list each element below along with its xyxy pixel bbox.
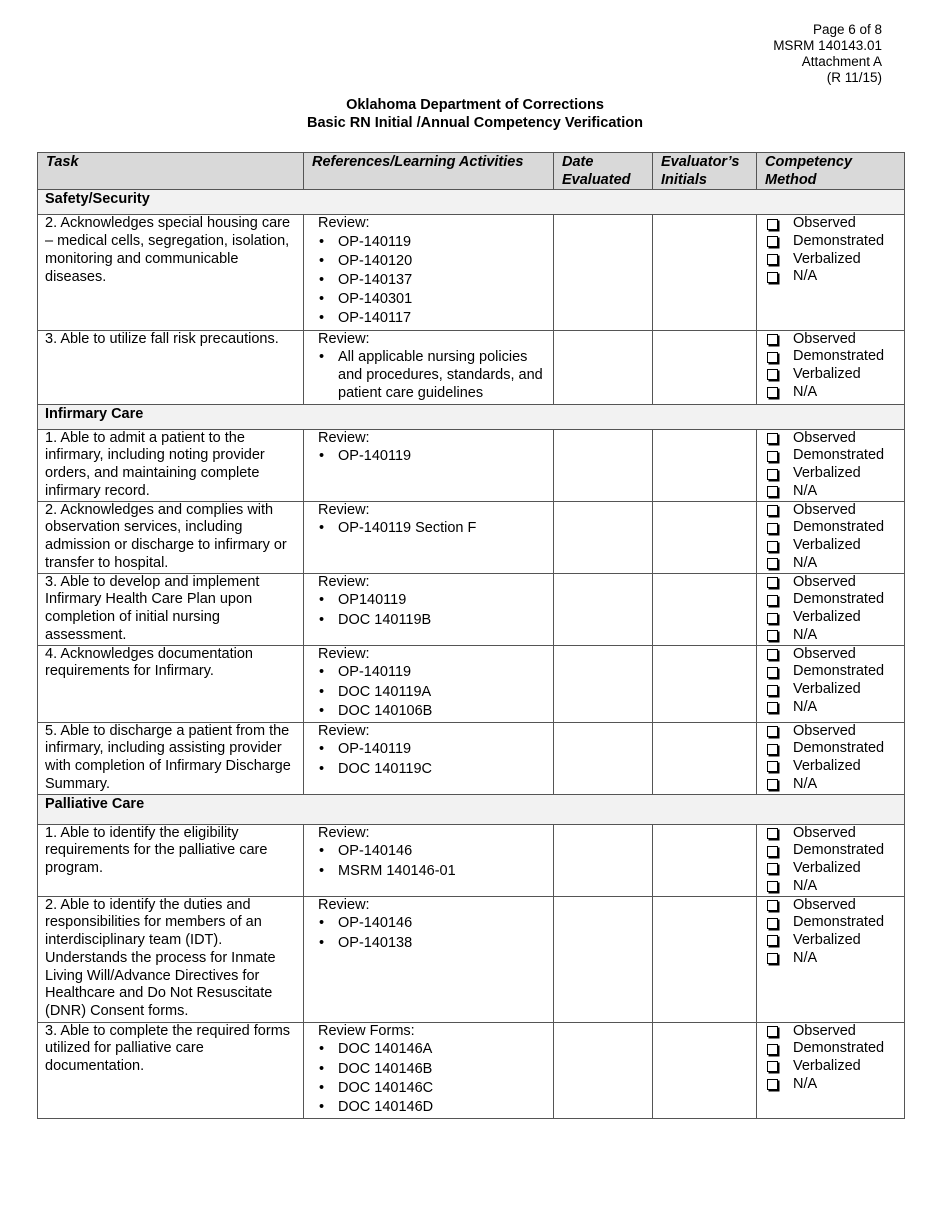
checkbox-icon[interactable] — [767, 595, 778, 606]
reference-item: • OP-140119 Section F — [318, 520, 545, 538]
section-row — [38, 794, 905, 824]
checkbox-icon[interactable] — [767, 577, 778, 588]
checkbox-label: Observed — [793, 645, 856, 662]
reference-item: • OP-140301 — [318, 291, 545, 309]
checkbox-demonstrated[interactable] — [766, 740, 896, 758]
checkbox-icon[interactable] — [767, 935, 778, 946]
competency-method-cell — [757, 330, 905, 404]
evaluator-initials-field[interactable] — [653, 1022, 757, 1118]
checkbox-icon[interactable] — [767, 451, 778, 462]
checkbox-verbalized[interactable] — [766, 681, 896, 699]
competency-method-options — [766, 825, 896, 896]
competency-method-options — [766, 723, 896, 794]
checkbox-icon[interactable] — [767, 352, 778, 363]
checkbox-label: N/A — [793, 383, 818, 400]
reference-item: • DOC 140119C — [318, 761, 545, 779]
checkbox-verbalized[interactable] — [766, 932, 896, 950]
checkbox-icon[interactable] — [767, 726, 778, 737]
table-row — [38, 896, 905, 1022]
competency-method-cell — [757, 429, 905, 501]
checkbox-icon[interactable] — [767, 863, 778, 874]
checkbox-label: N/A — [793, 554, 818, 571]
section-row — [38, 190, 905, 215]
reference-item: • DOC 140119A — [318, 684, 545, 702]
checkbox-label: Verbalized — [793, 1058, 861, 1075]
table-row — [38, 501, 905, 573]
agency-title: Oklahoma Department of Corrections — [346, 97, 604, 113]
reference-item: • OP-140119 — [318, 664, 545, 682]
table-row — [38, 1022, 905, 1118]
reference-list — [318, 592, 545, 629]
task-description: 3. Able to complete the required forms utilized for palliative care documentation. — [38, 1022, 304, 1118]
reference-heading: Review: — [318, 896, 370, 913]
references-cell — [304, 330, 554, 404]
checkbox-label: Demonstrated — [793, 1040, 885, 1057]
checkbox-not-applicable[interactable] — [766, 878, 896, 896]
reference-item: • DOC 140146A — [318, 1041, 545, 1059]
reference-list — [318, 349, 545, 402]
reference-list — [318, 1041, 545, 1116]
reference-list — [318, 843, 545, 880]
checkbox-observed[interactable] — [766, 646, 896, 664]
column-header-task: Task — [38, 153, 304, 190]
checkbox-label: Observed — [793, 824, 856, 841]
checkbox-label: Demonstrated — [793, 663, 885, 680]
checkbox-not-applicable[interactable] — [766, 950, 896, 968]
evaluator-initials-field[interactable] — [653, 722, 757, 794]
reference-heading: Review: — [318, 722, 370, 739]
column-header-date-evaluated: Date Evaluated — [554, 153, 653, 190]
checkbox-not-applicable[interactable] — [766, 699, 896, 717]
references-cell — [304, 215, 554, 330]
date-evaluated-field[interactable] — [554, 722, 653, 794]
reference-item: • DOC 140146B — [318, 1061, 545, 1079]
evaluator-initials-field[interactable] — [653, 824, 757, 896]
competency-method-options — [766, 502, 896, 573]
checkbox-demonstrated[interactable] — [766, 591, 896, 609]
reference-item: • DOC 140146D — [318, 1099, 545, 1117]
checkbox-demonstrated[interactable] — [766, 348, 896, 366]
reference-item: • OP-140146 — [318, 843, 545, 861]
page-number: Page 6 of 8 — [812, 22, 882, 37]
checkbox-icon[interactable] — [767, 1044, 778, 1055]
reference-item: • OP-140137 — [318, 272, 545, 290]
attachment-label: Attachment A — [801, 54, 882, 69]
form-title: Basic RN Initial /Annual Competency Verification — [307, 115, 643, 131]
competency-method-cell — [757, 722, 905, 794]
checkbox-observed[interactable] — [766, 574, 896, 592]
checkbox-not-applicable[interactable] — [766, 627, 896, 645]
table-row — [38, 429, 905, 501]
checkbox-label: N/A — [793, 482, 818, 499]
checkbox-observed[interactable] — [766, 430, 896, 448]
competency-method-options — [766, 646, 896, 717]
reference-item: • OP-140138 — [318, 935, 545, 953]
competency-method-cell — [757, 1022, 905, 1118]
checkbox-label: Demonstrated — [793, 233, 885, 250]
checkbox-label: Verbalized — [793, 365, 861, 382]
checkbox-icon[interactable] — [767, 953, 778, 964]
references-cell — [304, 429, 554, 501]
table-row — [38, 215, 905, 330]
section-row — [38, 404, 905, 429]
task-description: 1. Able to admit a patient to the infirmary, including noting provider orders, and maintaining complete infirmary record. — [38, 429, 304, 501]
checkbox-icon[interactable] — [767, 486, 778, 497]
column-header-competency-method: Competency Method — [757, 153, 905, 190]
checkbox-icon[interactable] — [767, 846, 778, 857]
checkbox-observed[interactable] — [766, 331, 896, 349]
references-cell — [304, 573, 554, 645]
competency-method-options — [766, 331, 896, 402]
reference-item: • OP-140119 — [318, 234, 545, 252]
checkbox-icon[interactable] — [767, 272, 778, 283]
table-row — [38, 824, 905, 896]
checkbox-demonstrated[interactable] — [766, 519, 896, 537]
checkbox-label: Verbalized — [793, 465, 861, 482]
checkbox-icon[interactable] — [767, 881, 778, 892]
checkbox-icon[interactable] — [767, 433, 778, 444]
date-evaluated-field[interactable] — [554, 429, 653, 501]
competency-method-cell — [757, 501, 905, 573]
checkbox-label: N/A — [793, 775, 818, 792]
reference-item: • DOC 140146C — [318, 1080, 545, 1098]
checkbox-icon[interactable] — [767, 900, 778, 911]
checkbox-demonstrated[interactable] — [766, 1040, 896, 1058]
checkbox-icon[interactable] — [767, 387, 778, 398]
checkbox-icon[interactable] — [767, 254, 778, 265]
reference-item: • OP-140119 — [318, 448, 545, 466]
checkbox-icon[interactable] — [767, 649, 778, 660]
reference-list — [318, 915, 545, 952]
checkbox-verbalized[interactable] — [766, 537, 896, 555]
competency-method-options — [766, 897, 896, 968]
reference-item: • DOC 140106B — [318, 703, 545, 721]
checkbox-label: Verbalized — [793, 681, 861, 698]
date-evaluated-field[interactable] — [554, 824, 653, 896]
competency-table — [37, 152, 905, 1119]
checkbox-icon[interactable] — [767, 469, 778, 480]
checkbox-icon[interactable] — [767, 702, 778, 713]
checkbox-icon[interactable] — [767, 523, 778, 534]
references-cell — [304, 722, 554, 794]
reference-list — [318, 741, 545, 778]
document-number: MSRM 140143.01 — [773, 38, 882, 53]
competency-method-cell — [757, 645, 905, 722]
reference-heading: Review: — [318, 824, 370, 841]
table-row — [38, 645, 905, 722]
table-row — [38, 330, 905, 404]
date-evaluated-field[interactable] — [554, 215, 653, 330]
checkbox-label: Verbalized — [793, 537, 861, 554]
checkbox-label: Verbalized — [793, 860, 861, 877]
task-description: 3. Able to utilize fall risk precautions. — [38, 330, 304, 404]
column-header-evaluator-initials: Evaluator’s Initials — [653, 153, 757, 190]
task-description: 5. Able to discharge a patient from the infirmary, including assisting provider with completion of Infirmary Discharge Summary. — [38, 722, 304, 794]
checkbox-icon[interactable] — [767, 505, 778, 516]
reference-item: • All applicable nursing policies and procedures, standards, and patient care guidelines — [318, 349, 545, 402]
checkbox-icon[interactable] — [767, 334, 778, 345]
checkbox-label: Observed — [793, 722, 856, 739]
checkbox-icon[interactable] — [767, 667, 778, 678]
checkbox-icon[interactable] — [767, 744, 778, 755]
checkbox-label: Verbalized — [793, 932, 861, 949]
checkbox-label: Observed — [793, 330, 856, 347]
reference-list — [318, 520, 545, 538]
checkbox-label: Verbalized — [793, 250, 861, 267]
revision-label: (R 11/15) — [826, 70, 882, 85]
checkbox-icon[interactable] — [767, 1026, 778, 1037]
reference-heading: Review: — [318, 215, 370, 232]
checkbox-label: Observed — [793, 896, 856, 913]
page-header — [773, 22, 882, 86]
evaluator-initials-field[interactable] — [653, 429, 757, 501]
reference-item: • MSRM 140146-01 — [318, 863, 545, 881]
checkbox-label: Demonstrated — [793, 519, 885, 536]
table-body — [38, 190, 905, 1118]
task-description: 4. Acknowledges documentation requirements for Infirmary. — [38, 645, 304, 722]
checkbox-verbalized[interactable] — [766, 366, 896, 384]
reference-list — [318, 664, 545, 720]
checkbox-icon[interactable] — [767, 236, 778, 247]
references-cell — [304, 501, 554, 573]
table-row — [38, 573, 905, 645]
checkbox-icon[interactable] — [767, 558, 778, 569]
checkbox-not-applicable[interactable] — [766, 776, 896, 794]
document-title — [0, 96, 950, 132]
checkbox-icon[interactable] — [767, 219, 778, 230]
references-cell — [304, 1022, 554, 1118]
checkbox-label: Verbalized — [793, 609, 861, 626]
checkbox-label: Observed — [793, 573, 856, 590]
competency-method-options — [766, 574, 896, 645]
reference-list — [318, 234, 545, 328]
evaluator-initials-field[interactable] — [653, 896, 757, 1022]
checkbox-label: Demonstrated — [793, 591, 885, 608]
checkbox-not-applicable[interactable] — [766, 555, 896, 573]
table-header-row — [38, 153, 905, 190]
checkbox-demonstrated[interactable] — [766, 842, 896, 860]
checkbox-icon[interactable] — [767, 630, 778, 641]
evaluator-initials-field[interactable] — [653, 501, 757, 573]
date-evaluated-field[interactable] — [554, 501, 653, 573]
reference-item: • OP-140146 — [318, 915, 545, 933]
evaluator-initials-field[interactable] — [653, 330, 757, 404]
checkbox-verbalized[interactable] — [766, 251, 896, 269]
reference-item: • OP-140120 — [318, 253, 545, 271]
checkbox-label: Observed — [793, 215, 856, 232]
checkbox-observed[interactable] — [766, 1023, 896, 1041]
competency-method-cell — [757, 573, 905, 645]
task-description: 3. Able to develop and implement Infirmary Health Care Plan upon completion of initial nursing assessment. — [38, 573, 304, 645]
evaluator-initials-field[interactable] — [653, 645, 757, 722]
evaluator-initials-field[interactable] — [653, 573, 757, 645]
reference-list — [318, 448, 545, 466]
section-heading: Palliative Care — [38, 794, 905, 824]
reference-item: • OP-140117 — [318, 310, 545, 328]
references-cell — [304, 645, 554, 722]
checkbox-not-applicable[interactable] — [766, 483, 896, 501]
reference-item: • OP140119 — [318, 592, 545, 610]
checkbox-not-applicable[interactable] — [766, 1076, 896, 1094]
checkbox-label: N/A — [793, 949, 818, 966]
checkbox-verbalized[interactable] — [766, 1058, 896, 1076]
date-evaluated-field[interactable] — [554, 1022, 653, 1118]
checkbox-icon[interactable] — [767, 685, 778, 696]
checkbox-label: Demonstrated — [793, 447, 885, 464]
reference-heading: Review: — [318, 330, 370, 347]
checkbox-icon[interactable] — [767, 541, 778, 552]
competency-method-cell — [757, 824, 905, 896]
reference-item: • OP-140119 — [318, 741, 545, 759]
date-evaluated-field[interactable] — [554, 645, 653, 722]
checkbox-label: Demonstrated — [793, 348, 885, 365]
checkbox-observed[interactable] — [766, 723, 896, 741]
checkbox-icon[interactable] — [767, 779, 778, 790]
checkbox-label: Observed — [793, 501, 856, 518]
date-evaluated-field[interactable] — [554, 573, 653, 645]
competency-method-cell — [757, 896, 905, 1022]
checkbox-icon[interactable] — [767, 369, 778, 380]
reference-heading: Review Forms: — [318, 1022, 415, 1039]
date-evaluated-field[interactable] — [554, 330, 653, 404]
evaluator-initials-field[interactable] — [653, 215, 757, 330]
checkbox-observed[interactable] — [766, 215, 896, 233]
checkbox-observed[interactable] — [766, 897, 896, 915]
task-description: 1. Able to identify the eligibility requirements for the palliative care program. — [38, 824, 304, 896]
checkbox-label: N/A — [793, 877, 818, 894]
checkbox-label: Verbalized — [793, 758, 861, 775]
column-header-references: References/Learning Activities — [304, 153, 554, 190]
references-cell — [304, 896, 554, 1022]
competency-method-cell — [757, 215, 905, 330]
checkbox-demonstrated[interactable] — [766, 914, 896, 932]
checkbox-label: Observed — [793, 429, 856, 446]
checkbox-observed[interactable] — [766, 502, 896, 520]
checkbox-observed[interactable] — [766, 825, 896, 843]
competency-method-options — [766, 1023, 896, 1094]
checkbox-verbalized[interactable] — [766, 860, 896, 878]
checkbox-icon[interactable] — [767, 918, 778, 929]
date-evaluated-field[interactable] — [554, 896, 653, 1022]
checkbox-icon[interactable] — [767, 1079, 778, 1090]
checkbox-label: N/A — [793, 268, 818, 285]
checkbox-icon[interactable] — [767, 828, 778, 839]
task-description: 2. Able to identify the duties and responsibilities for members of an interdisciplinary team (IDT). Understands the process for Inmate Living Will/Advance Directives for Healthcare and Do Not Resuscitate (DNR) Consent forms. — [38, 896, 304, 1022]
section-heading: Safety/Security — [38, 190, 905, 215]
checkbox-label: N/A — [793, 1075, 818, 1092]
task-description: 2. Acknowledges special housing care – medical cells, segregation, isolation, monitoring and communicable diseases. — [38, 215, 304, 330]
checkbox-label: Observed — [793, 1022, 856, 1039]
table-row — [38, 722, 905, 794]
checkbox-label: Demonstrated — [793, 914, 885, 931]
checkbox-label: Demonstrated — [793, 740, 885, 757]
checkbox-demonstrated[interactable] — [766, 447, 896, 465]
checkbox-icon[interactable] — [767, 761, 778, 772]
checkbox-verbalized[interactable] — [766, 609, 896, 627]
reference-heading: Review: — [318, 501, 370, 518]
competency-method-options — [766, 215, 896, 286]
checkbox-label: Demonstrated — [793, 842, 885, 859]
section-heading: Infirmary Care — [38, 404, 905, 429]
task-description: 2. Acknowledges and complies with observation services, including admission or discharge to infirmary or transfer to hospital. — [38, 501, 304, 573]
checkbox-demonstrated[interactable] — [766, 233, 896, 251]
checkbox-verbalized[interactable] — [766, 758, 896, 776]
reference-item: • DOC 140119B — [318, 612, 545, 630]
references-cell — [304, 824, 554, 896]
checkbox-not-applicable[interactable] — [766, 268, 896, 286]
checkbox-verbalized[interactable] — [766, 465, 896, 483]
checkbox-not-applicable[interactable] — [766, 384, 896, 402]
checkbox-label: N/A — [793, 626, 818, 643]
checkbox-label: N/A — [793, 698, 818, 715]
reference-heading: Review: — [318, 645, 370, 662]
checkbox-icon[interactable] — [767, 1061, 778, 1072]
checkbox-icon[interactable] — [767, 613, 778, 624]
competency-method-options — [766, 430, 896, 501]
reference-heading: Review: — [318, 429, 370, 446]
checkbox-demonstrated[interactable] — [766, 663, 896, 681]
reference-heading: Review: — [318, 573, 370, 590]
